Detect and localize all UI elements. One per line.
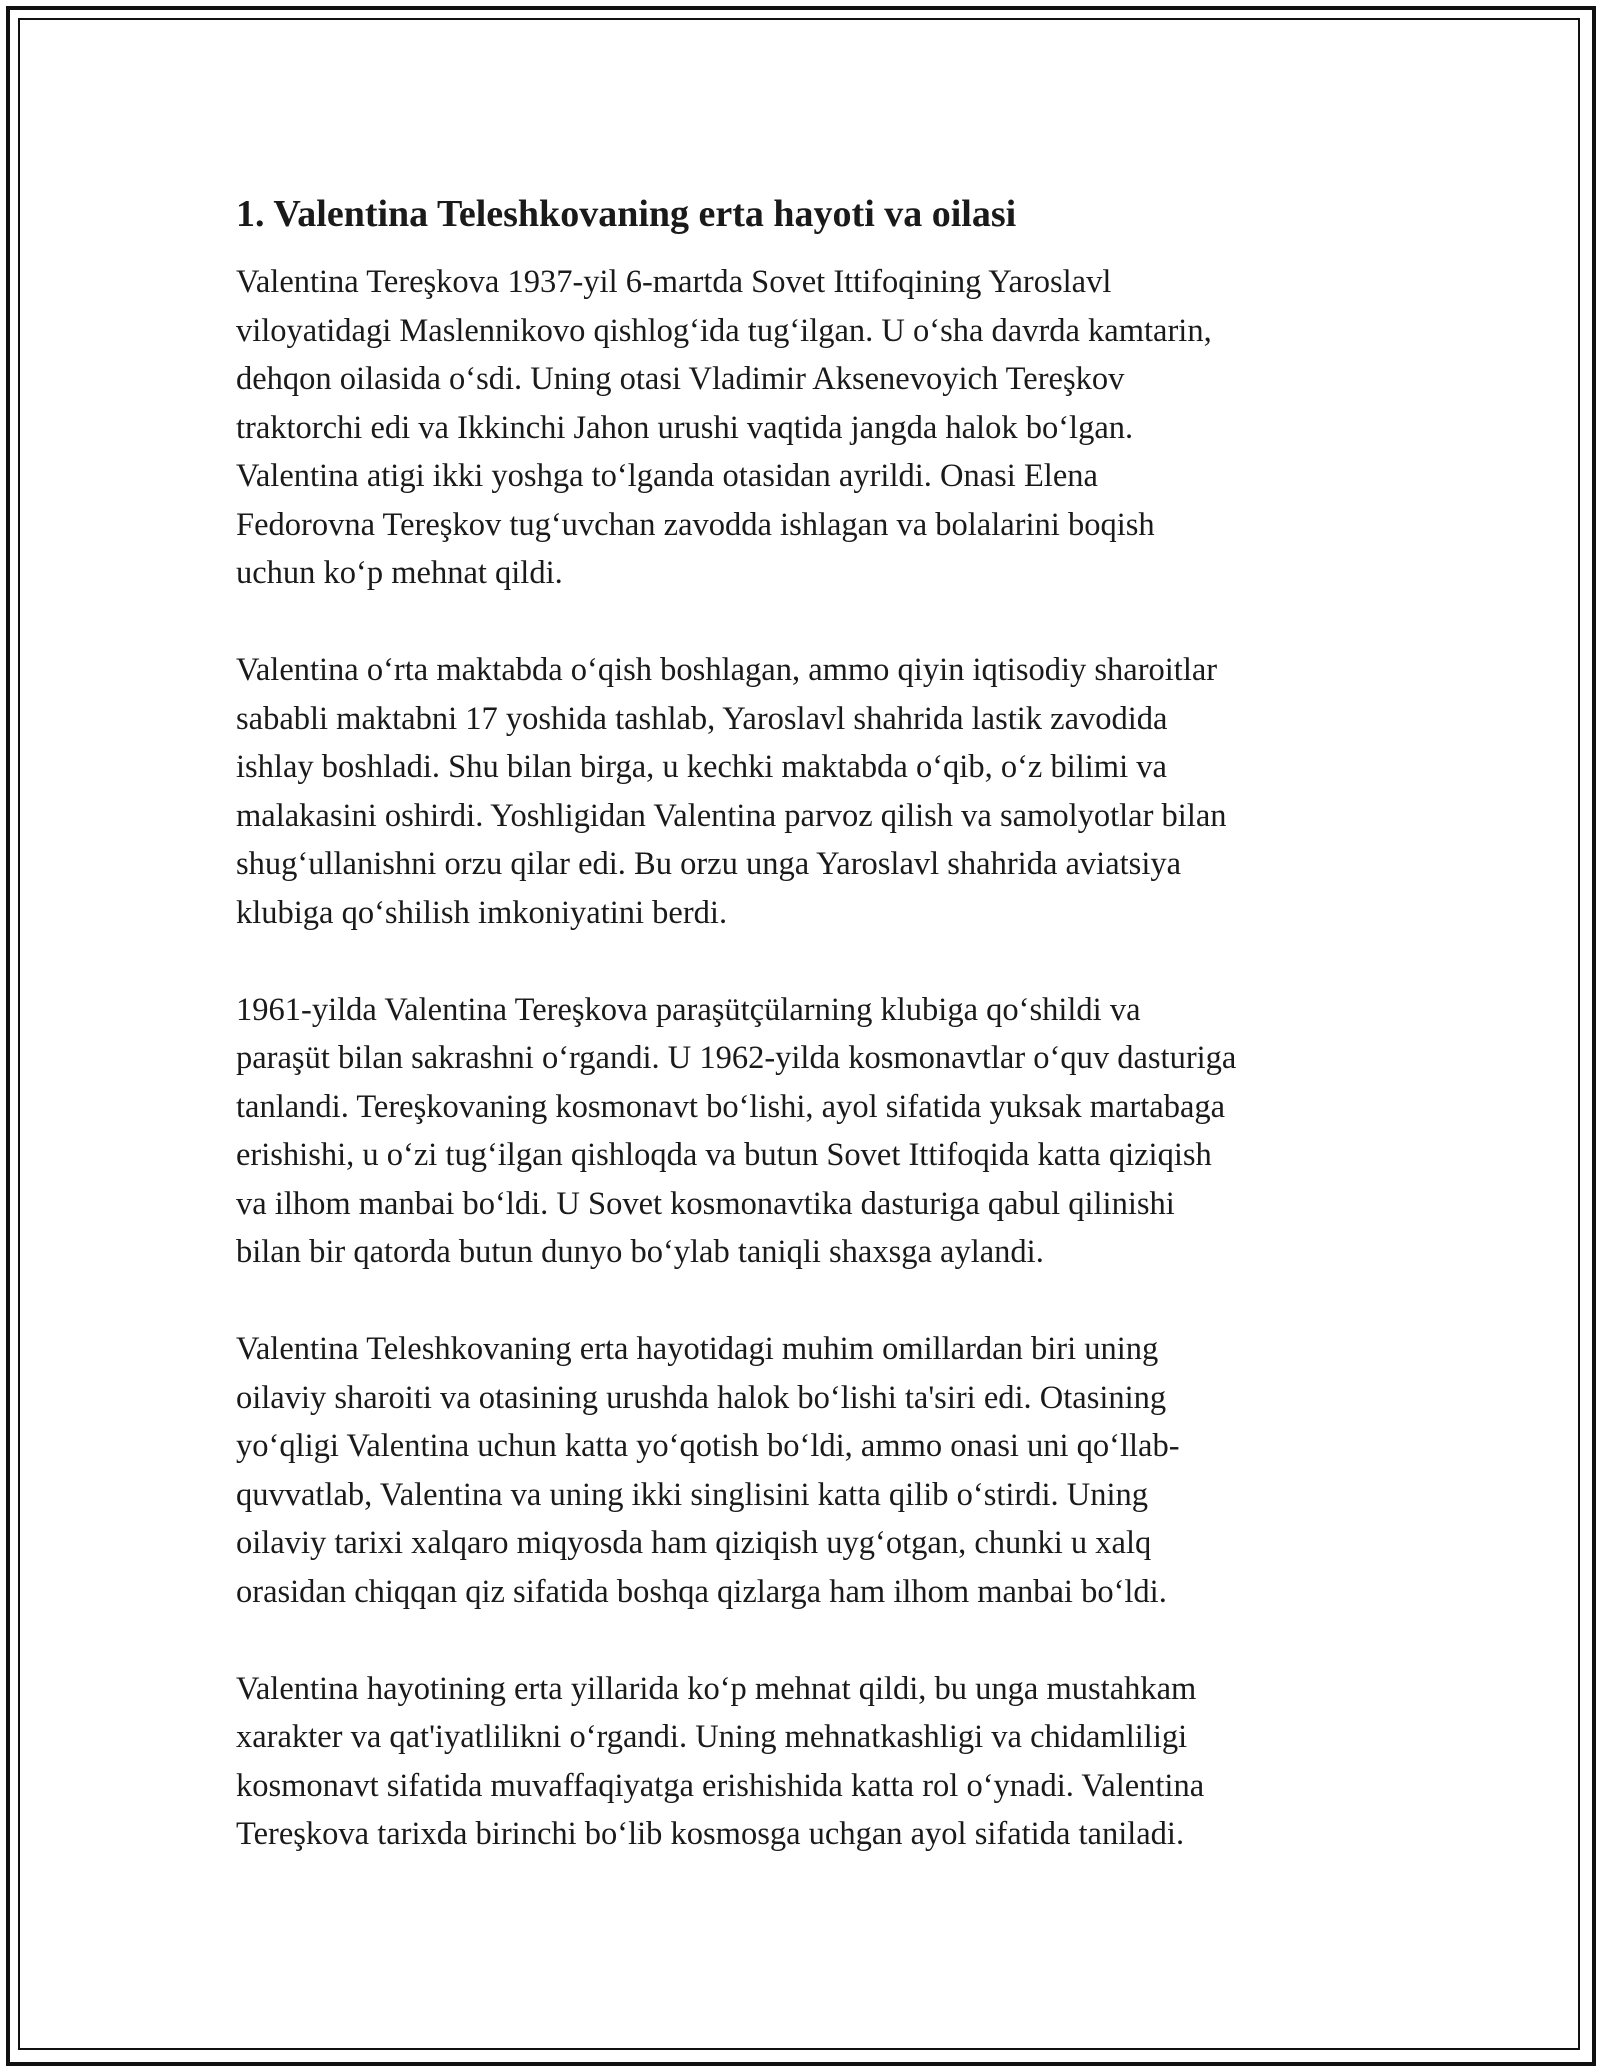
document-body	[236, 186, 1396, 1907]
paragraph-character: Valentina hayotining erta yillarida ko‘p mehnat qildi, bu unga mustahkam xarakter va qat'iyatlilikni o‘rgandi. Uning mehnatkashligi va chidamliligi kosmonavt sifatida muvaffaqiyatga erishishida katta rol o‘ynadi. Valentina Tereşkova tarixda birinchi bo‘lib kosmosga uchgan ayol sifatida taniladi.	[236, 1670, 1205, 1852]
paragraph-early-life: Valentina Tereşkova 1937-yil 6-martda Sovet Ittifoqining Yaroslavl viloyatidagi Maslennikovo qishlog‘ida tug‘ilgan. U o‘sha davrda kamtarin, dehqon oilasida o‘sdi. Uning otasi Vladimir Aksenevoyich Tereşkov traktorchi edi va Ikkinchi Jahon urushi vaqtida jangda halok bo‘lgan. Valentina atigi ikki yoshga to‘lganda otasidan ayrildi. Onasi Elena Fedorovna Tereşkov tug‘uvchan zavodda ishlagan va bolalarini boqish uchun ko‘p mehnat qildi.	[236, 264, 1212, 591]
paragraph-parachute-club: 1961-yilda Valentina Tereşkova paraşütçülarning klubiga qo‘shildi va paraşüt bilan sakrashni o‘rgandi. U 1962-yilda kosmonavtlar o‘quv dasturiga tanlandi. Tereşkovaning kosmonavt bo‘lishi, ayol sifatida yuksak martabaga erishishi, u o‘zi tug‘ilgan qishloqda va butun Sovet Ittifoqida katta qiziqish va ilhom manbai bo‘ldi. U Sovet kosmonavtika dasturiga qabul qilinishi bilan bir qatorda butun dunyo bo‘ylab taniqli shaxsga aylandi.	[236, 991, 1237, 1270]
paragraph-education: Valentina o‘rta maktabda o‘qish boshlagan, ammo qiyin iqtisodiy sharoitlar sababli maktabni 17 yoshida tashlab, Yaroslavl shahrida lastik zavodida ishlay boshladi. Shu bilan birga, u kechki maktabda o‘qib, o‘z bilimi va malakasini oshirdi. Yoshligidan Valentina parvoz qilish va samolyotlar bilan shug‘ullanishni orzu qilar edi. Bu orzu unga Yaroslavl shahrida aviatsiya klubiga qo‘shilish imkoniyatini berdi.	[236, 652, 1227, 931]
paragraph-family-influence: Valentina Teleshkovaning erta hayotidagi muhim omillardan biri uning oilaviy sharoiti va otasining urushda halok bo‘lishi ta'siri edi. Otasining yo‘qligi Valentina uchun katta yo‘qotish bo‘ldi, ammo onasi uni qo‘llab- quvvatlab, Valentina va uning ikki singlisini katta qilib o‘stirdi. Uning oilaviy tarixi xalqaro miqyosda ham qiziqish uyg‘otgan, chunki u xalq orasidan chiqqan qiz sifatida boshqa qizlarga ham ilhom manbai bo‘ldi.	[236, 1331, 1180, 1610]
section-heading: 1. Valentina Teleshkovaning erta hayoti va oilasi	[236, 193, 1017, 235]
